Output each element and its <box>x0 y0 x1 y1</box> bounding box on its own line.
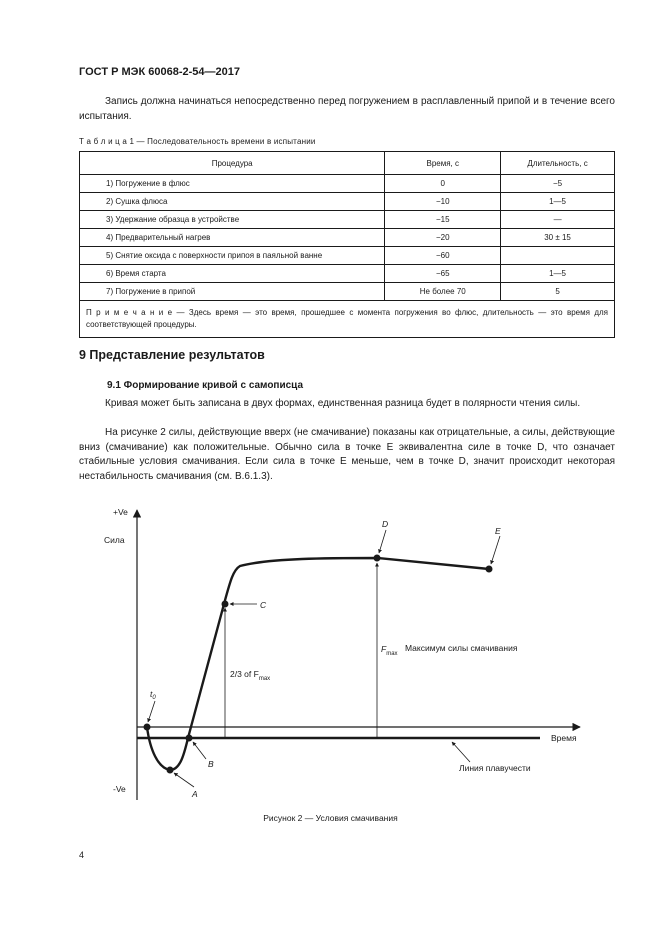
section-title: 9 Представление результатов <box>79 348 265 362</box>
cell-duration: 1—5 <box>501 193 615 211</box>
point-e-label: E <box>495 526 501 536</box>
y-top-label: +Ve <box>113 507 128 517</box>
two-thirds-main: 2/3 of F <box>230 669 259 679</box>
cell-time: −65 <box>385 265 501 283</box>
t0-sub: 0 <box>152 695 156 701</box>
cell-time: −10 <box>385 193 501 211</box>
point-d-label: D <box>382 519 389 529</box>
cell-duration: 30 ± 15 <box>501 229 615 247</box>
intro-paragraph-text: Запись должна начинаться непосредственно перед погружением в расплавленный припой и в течение всего испытания. <box>79 96 615 122</box>
cell-duration: 5 <box>501 283 615 301</box>
t0-leader <box>148 701 155 722</box>
a-leader <box>174 773 194 787</box>
y-bottom-label: -Ve <box>113 784 126 794</box>
document-header: ГОСТ Р МЭК 60068-2-54—2017 <box>79 66 240 78</box>
t0-main: t <box>150 689 153 699</box>
page-number: 4 <box>79 850 85 860</box>
cell-duration: −5 <box>501 175 615 193</box>
point-c-marker <box>222 601 229 608</box>
fmax-description: Максимум силы смачивания <box>405 643 518 653</box>
cell-procedure: 1) Погружение в флюс <box>80 175 385 193</box>
header-duration: Длительность, с <box>501 152 615 175</box>
header-time: Время, с <box>385 152 501 175</box>
d-leader <box>379 530 386 553</box>
point-e-marker <box>486 566 493 573</box>
cell-time: −15 <box>385 211 501 229</box>
b-leader <box>193 742 206 759</box>
e-leader <box>491 536 500 564</box>
point-t0-marker <box>144 724 151 731</box>
cell-procedure: 7) Погружение в припой <box>80 283 385 301</box>
point-a-label: A <box>192 789 198 799</box>
point-c-label: C <box>260 600 267 610</box>
point-b-marker <box>186 735 193 742</box>
cell-time: −60 <box>385 247 501 265</box>
x-axis-label: Время <box>551 733 577 743</box>
buoyancy-leader <box>452 742 470 762</box>
cell-procedure: 4) Предварительный нагрев <box>80 229 385 247</box>
cell-procedure: 3) Удержание образца в устройстве <box>80 211 385 229</box>
cell-duration: 1—5 <box>501 265 615 283</box>
buoyancy-label: Линия плавучести <box>459 763 531 773</box>
point-d-marker <box>374 555 381 562</box>
two-thirds-sub: max <box>258 676 271 682</box>
subsection-title: 9.1 Формирование кривой с самописца <box>107 380 304 391</box>
header-procedure: Процедура <box>80 152 385 175</box>
cell-duration: — <box>501 211 615 229</box>
table-caption: Т а б л и ц а 1 — Последовательность времени в испытании <box>79 137 316 146</box>
point-t0-label <box>150 689 156 701</box>
table-note: П р и м е ч а н и е — Здесь время — это время, прошедшее с момента погружения во флюс, длительность — это время для соответствующей процедуры. <box>80 301 615 338</box>
two-thirds-fmax-label <box>230 669 270 682</box>
y-axis-label: Сила <box>104 535 125 545</box>
figure-caption: Рисунок 2 — Условия смачивания <box>263 813 398 823</box>
point-a-marker <box>167 767 174 774</box>
cell-time: −20 <box>385 229 501 247</box>
cell-procedure: 5) Снятие оксида с поверхности припоя в паяльной ванне <box>80 247 385 265</box>
cell-procedure: 6) Время старта <box>80 265 385 283</box>
fmax-main: F <box>381 644 387 654</box>
cell-procedure: 2) Сушка флюса <box>80 193 385 211</box>
cell-time: 0 <box>385 175 501 193</box>
cell-time: Не более 70 <box>385 283 501 301</box>
body-paragraph-1-text: Кривая может быть записана в двух формах, единственная разница будет в полярности чтения силы. <box>105 398 581 409</box>
fmax-sub: max <box>386 651 398 657</box>
body-paragraph-2-text: На рисунке 2 силы, действующие вверх (не смачивание) показаны как отрицательные, а силы, действующие вниз (смачивание) как положительные. Обычно сила в точке E эквивалентна силе в точке D, что означает стабильные условия смачивания. Если сила в точке E меньше, чем в точке D, значит происходит некоторая нестабильность смачивания (см. В.6.1.3). <box>79 427 615 482</box>
point-b-label: B <box>208 759 214 769</box>
fmax-label <box>381 644 398 657</box>
